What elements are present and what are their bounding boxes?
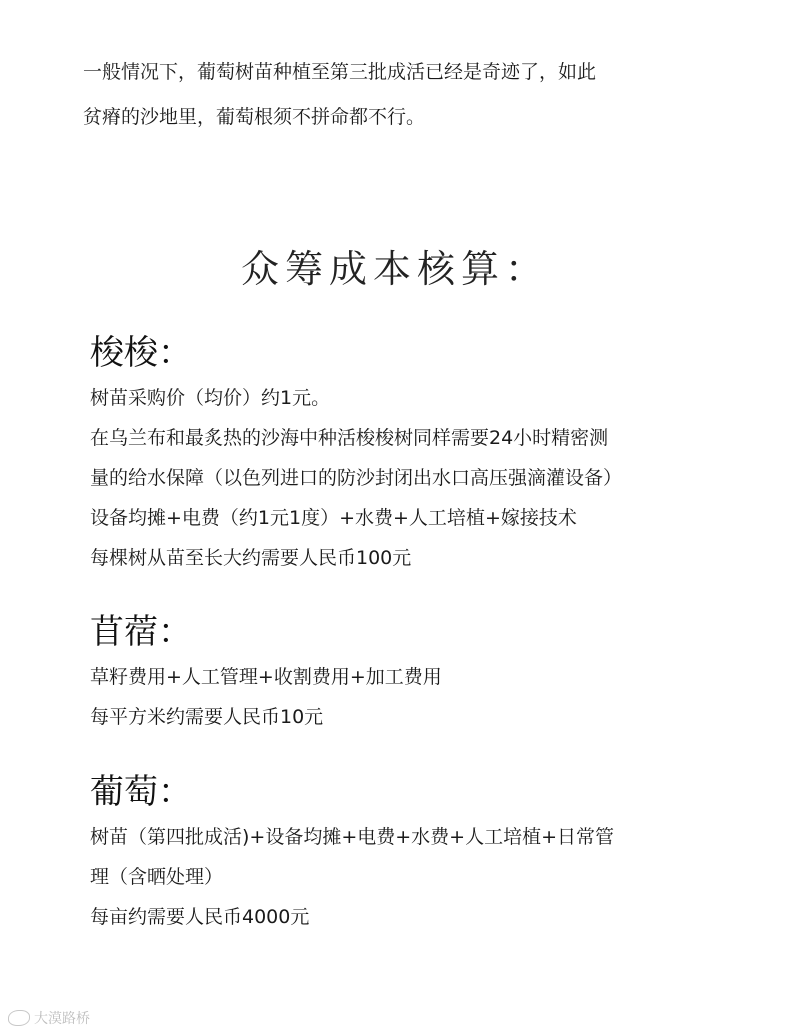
section-line: 每亩约需要人民币4000元 [90,906,310,928]
section-muxu [90,607,770,737]
section-line: 每平方米约需要人民币10元 [90,706,324,728]
section-suosuo [90,328,770,578]
section-line: 理（含晒处理） [90,866,224,888]
watermark [8,1008,90,1028]
section-heading: 苜蓿： [90,612,192,652]
section-heading: 葡萄： [90,772,192,812]
section-putao [90,767,770,937]
section-line: 草籽费用+人工管理+收割费用+加工费用 [90,666,442,688]
section-line: 树苗（第四批成活)+设备均摊+电费+水费+人工培植+日常管 [90,826,615,848]
intro-line-1: 一般情况下，葡萄树苗种植至第三批成活已经是奇迹了，如此 [83,61,597,83]
watermark-logo-icon [8,1010,30,1026]
section-line: 量的给水保障（以色列进口的防沙封闭出水口高压强滴灌设备） [90,467,623,489]
section-heading: 梭梭： [90,333,192,373]
watermark-text: 大漠路桥 [34,1011,90,1027]
intro-line-2: 贫瘠的沙地里，葡萄根须不拼命都不行。 [83,106,426,128]
section-line: 设备均摊+电费（约1元1度）+水费+人工培植+嫁接技术 [90,507,577,529]
section-line: 在乌兰布和最炙热的沙海中种活梭梭树同样需要24小时精密测 [90,427,609,449]
intro-paragraph [83,50,763,140]
page-title: 众筹成本核算： [240,247,549,291]
section-line: 每棵树从苗至长大约需要人民币100元 [90,547,412,569]
section-line: 树苗采购价（均价）约1元。 [90,387,331,409]
